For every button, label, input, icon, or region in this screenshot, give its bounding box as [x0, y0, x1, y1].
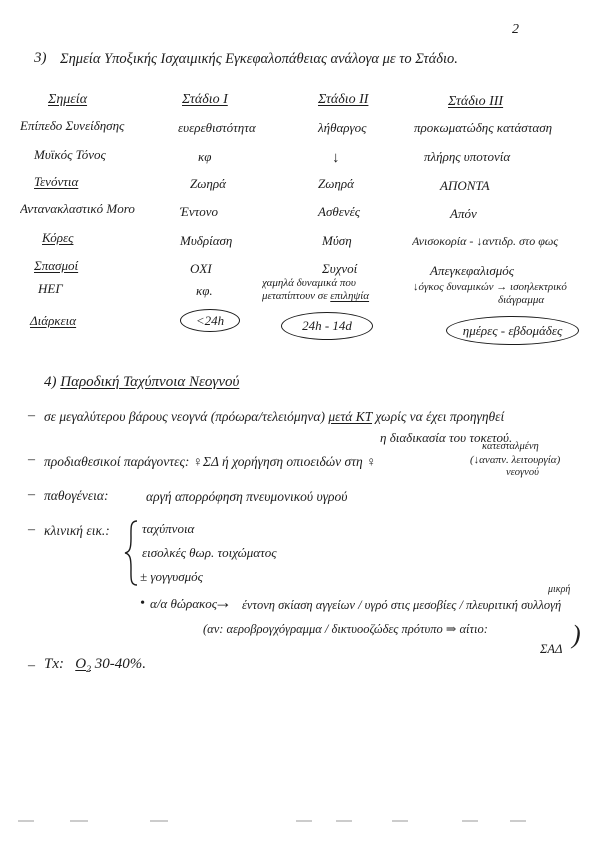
- cell-stage-3-line-2: διάγραμμα: [498, 294, 545, 306]
- cell-stage-2: Μύση: [322, 233, 352, 248]
- duration-stage-2-circled: 24h - 14d: [281, 312, 373, 340]
- bullet-1-line: [44, 409, 584, 425]
- section-4-heading: [44, 374, 239, 391]
- cell-stage-1: κφ.: [196, 283, 213, 298]
- cell-stage-2: Ζωηρά: [318, 176, 354, 191]
- section-3-title: Σημεία Υποξικής Ισχαιμικής Εγκεφαλοπάθειας ανάλογα με το Στάδιο.: [60, 51, 458, 67]
- bullet-2-label: προδιαθεσικοί παράγοντες:: [44, 454, 190, 469]
- cell-stage-2: λήθαργος: [318, 120, 367, 135]
- right-arrow-icon: →: [214, 592, 232, 612]
- bullet-1-underlined: μετά ΚΤ: [328, 409, 373, 424]
- row-label-consciousness: Επίπεδο Συνείδησης: [20, 119, 125, 133]
- row-label-muscle-tone: Μυϊκός Τόνος: [34, 147, 106, 162]
- page-number: 2: [512, 22, 519, 37]
- cell-stage-1: ΟΧΙ: [190, 261, 212, 276]
- bullet-1-text: σε μεγαλύτερου βάρους νεογνά (πρόωρα/τελειόμηνα): [44, 409, 325, 424]
- bullet-1-text-end: χωρίς να έχει προηγηθεί: [375, 409, 505, 424]
- cell-stage-3-line-1: ↓όγκος δυναμικών → ισοηλεκτρικό: [413, 281, 567, 293]
- cell-stage-2-underlined-word: επιληψία: [330, 290, 370, 302]
- row-label-eeg: ΗΕΓ: [38, 281, 63, 296]
- row-label-tendon-reflexes: Τενόντια: [34, 174, 79, 189]
- down-arrow-icon: ↓: [332, 150, 340, 166]
- cell-stage-2: Συχνοί: [322, 261, 358, 276]
- bullet-dash: –: [28, 452, 35, 467]
- cell-stage-3: Απόν: [450, 206, 477, 221]
- bullet-2-note-middle: (↓αναπν. λειτουργία): [470, 454, 561, 466]
- row-label-seizures: Σπασμοί: [34, 258, 79, 273]
- section-4-number: 4): [44, 374, 57, 390]
- bullet-dash: –: [28, 487, 35, 502]
- oxygen-symbol: [75, 656, 91, 675]
- row-label-duration: Διάρκεια: [30, 313, 77, 328]
- cell-stage-2-line-1: χαμηλά δυναμικά που: [262, 277, 356, 289]
- cell-stage-2-line-2-text: μεταπίπτουν σε: [262, 290, 328, 302]
- cell-stage-1: Έντονο: [180, 204, 219, 219]
- bullet-3-label: παθογένεια:: [44, 488, 109, 503]
- xray-bullet: •: [140, 596, 145, 611]
- bullet-dash: –: [28, 658, 35, 673]
- column-header-signs: Σημεία: [48, 92, 88, 107]
- if-clause-close-paren: ): [572, 620, 581, 649]
- column-header-stage-3: Στάδιο III: [448, 94, 504, 109]
- cell-stage-1: ευερεθιστότητα: [178, 120, 256, 135]
- section-3-number: 3): [34, 50, 47, 66]
- cell-stage-3: ΑΠΟΝΤΑ: [440, 178, 490, 193]
- treatment-label: Tx:: [44, 656, 64, 672]
- curly-brace: [122, 518, 140, 588]
- bullet-2-note-bottom: νεογνού: [506, 467, 539, 478]
- cell-stage-1: Μυδρίαση: [180, 233, 233, 248]
- bullet-dash: –: [28, 522, 35, 537]
- clinical-item-2: εισολκές θωρ. τοιχώματος: [142, 545, 277, 560]
- cell-stage-3: πλήρης υποτονία: [424, 150, 511, 164]
- xray-insert: μικρή: [548, 584, 571, 595]
- cell-stage-3: προκωματώδης κατάσταση: [414, 121, 553, 135]
- oxygen-subscript: 2: [86, 664, 91, 675]
- bullet-2-line: [44, 454, 472, 470]
- duration-stage-3-circled: ημέρες - εβδομάδες: [446, 316, 579, 345]
- cell-stage-3: Ανισοκορία - ↓αντιδρ. στο φως: [412, 235, 559, 248]
- cell-stage-2: Ασθενές: [318, 204, 361, 219]
- clinical-item-3: ± γογγυσμός: [140, 569, 203, 584]
- xray-label: α/α θώρακος: [150, 596, 218, 611]
- column-header-stage-2: Στάδιο II: [318, 92, 369, 107]
- oxygen-letter: O: [75, 656, 87, 672]
- cell-stage-1: Ζωηρά: [190, 176, 226, 191]
- bullet-4-label: κλινική εικ.:: [44, 523, 110, 538]
- cell-stage-1: κφ: [198, 149, 212, 164]
- if-clause-text: (αν: αεροβρογχόγραμμα / δικτυοοζώδες πρότυπο ⇒ αίτιο:: [203, 622, 488, 636]
- if-clause-cause: ΣΑΔ: [540, 642, 563, 656]
- duration-stage-1-circled: <24h: [180, 309, 240, 332]
- row-label-moro-reflex: Αντανακλαστικό Moro: [20, 202, 135, 216]
- row-label-pupils: Κόρες: [42, 230, 74, 245]
- bullet-1-continuation: η διαδικασία του τοκετού.: [380, 430, 513, 445]
- scan-artifact-dashes: [0, 815, 595, 827]
- bullet-2-note-top: κατεσταλμένη: [482, 441, 539, 452]
- clinical-item-1: ταχύπνοια: [142, 521, 195, 536]
- cell-stage-2-line-2: [262, 290, 386, 303]
- bullet-dash: –: [28, 408, 35, 423]
- cell-stage-3: Απεγκεφαλισμός: [430, 263, 515, 278]
- treatment-line: [44, 656, 146, 675]
- bullet-3-text: αργή απορρόφηση πνευμονικού υγρού: [146, 489, 348, 504]
- xray-findings: έντονη σκίαση αγγείων / υγρό στις μεσοβίες / πλευριτική συλλογή: [242, 598, 562, 612]
- column-header-stage-1: Στάδιο I: [182, 92, 228, 107]
- treatment-value: 30-40%.: [94, 656, 146, 672]
- bullet-2-text: ♀ΣΔ ή χορήγηση οπιοειδών στη ♀: [192, 454, 377, 469]
- section-4-title: Παροδική Ταχύπνοια Νεογνού: [60, 374, 240, 390]
